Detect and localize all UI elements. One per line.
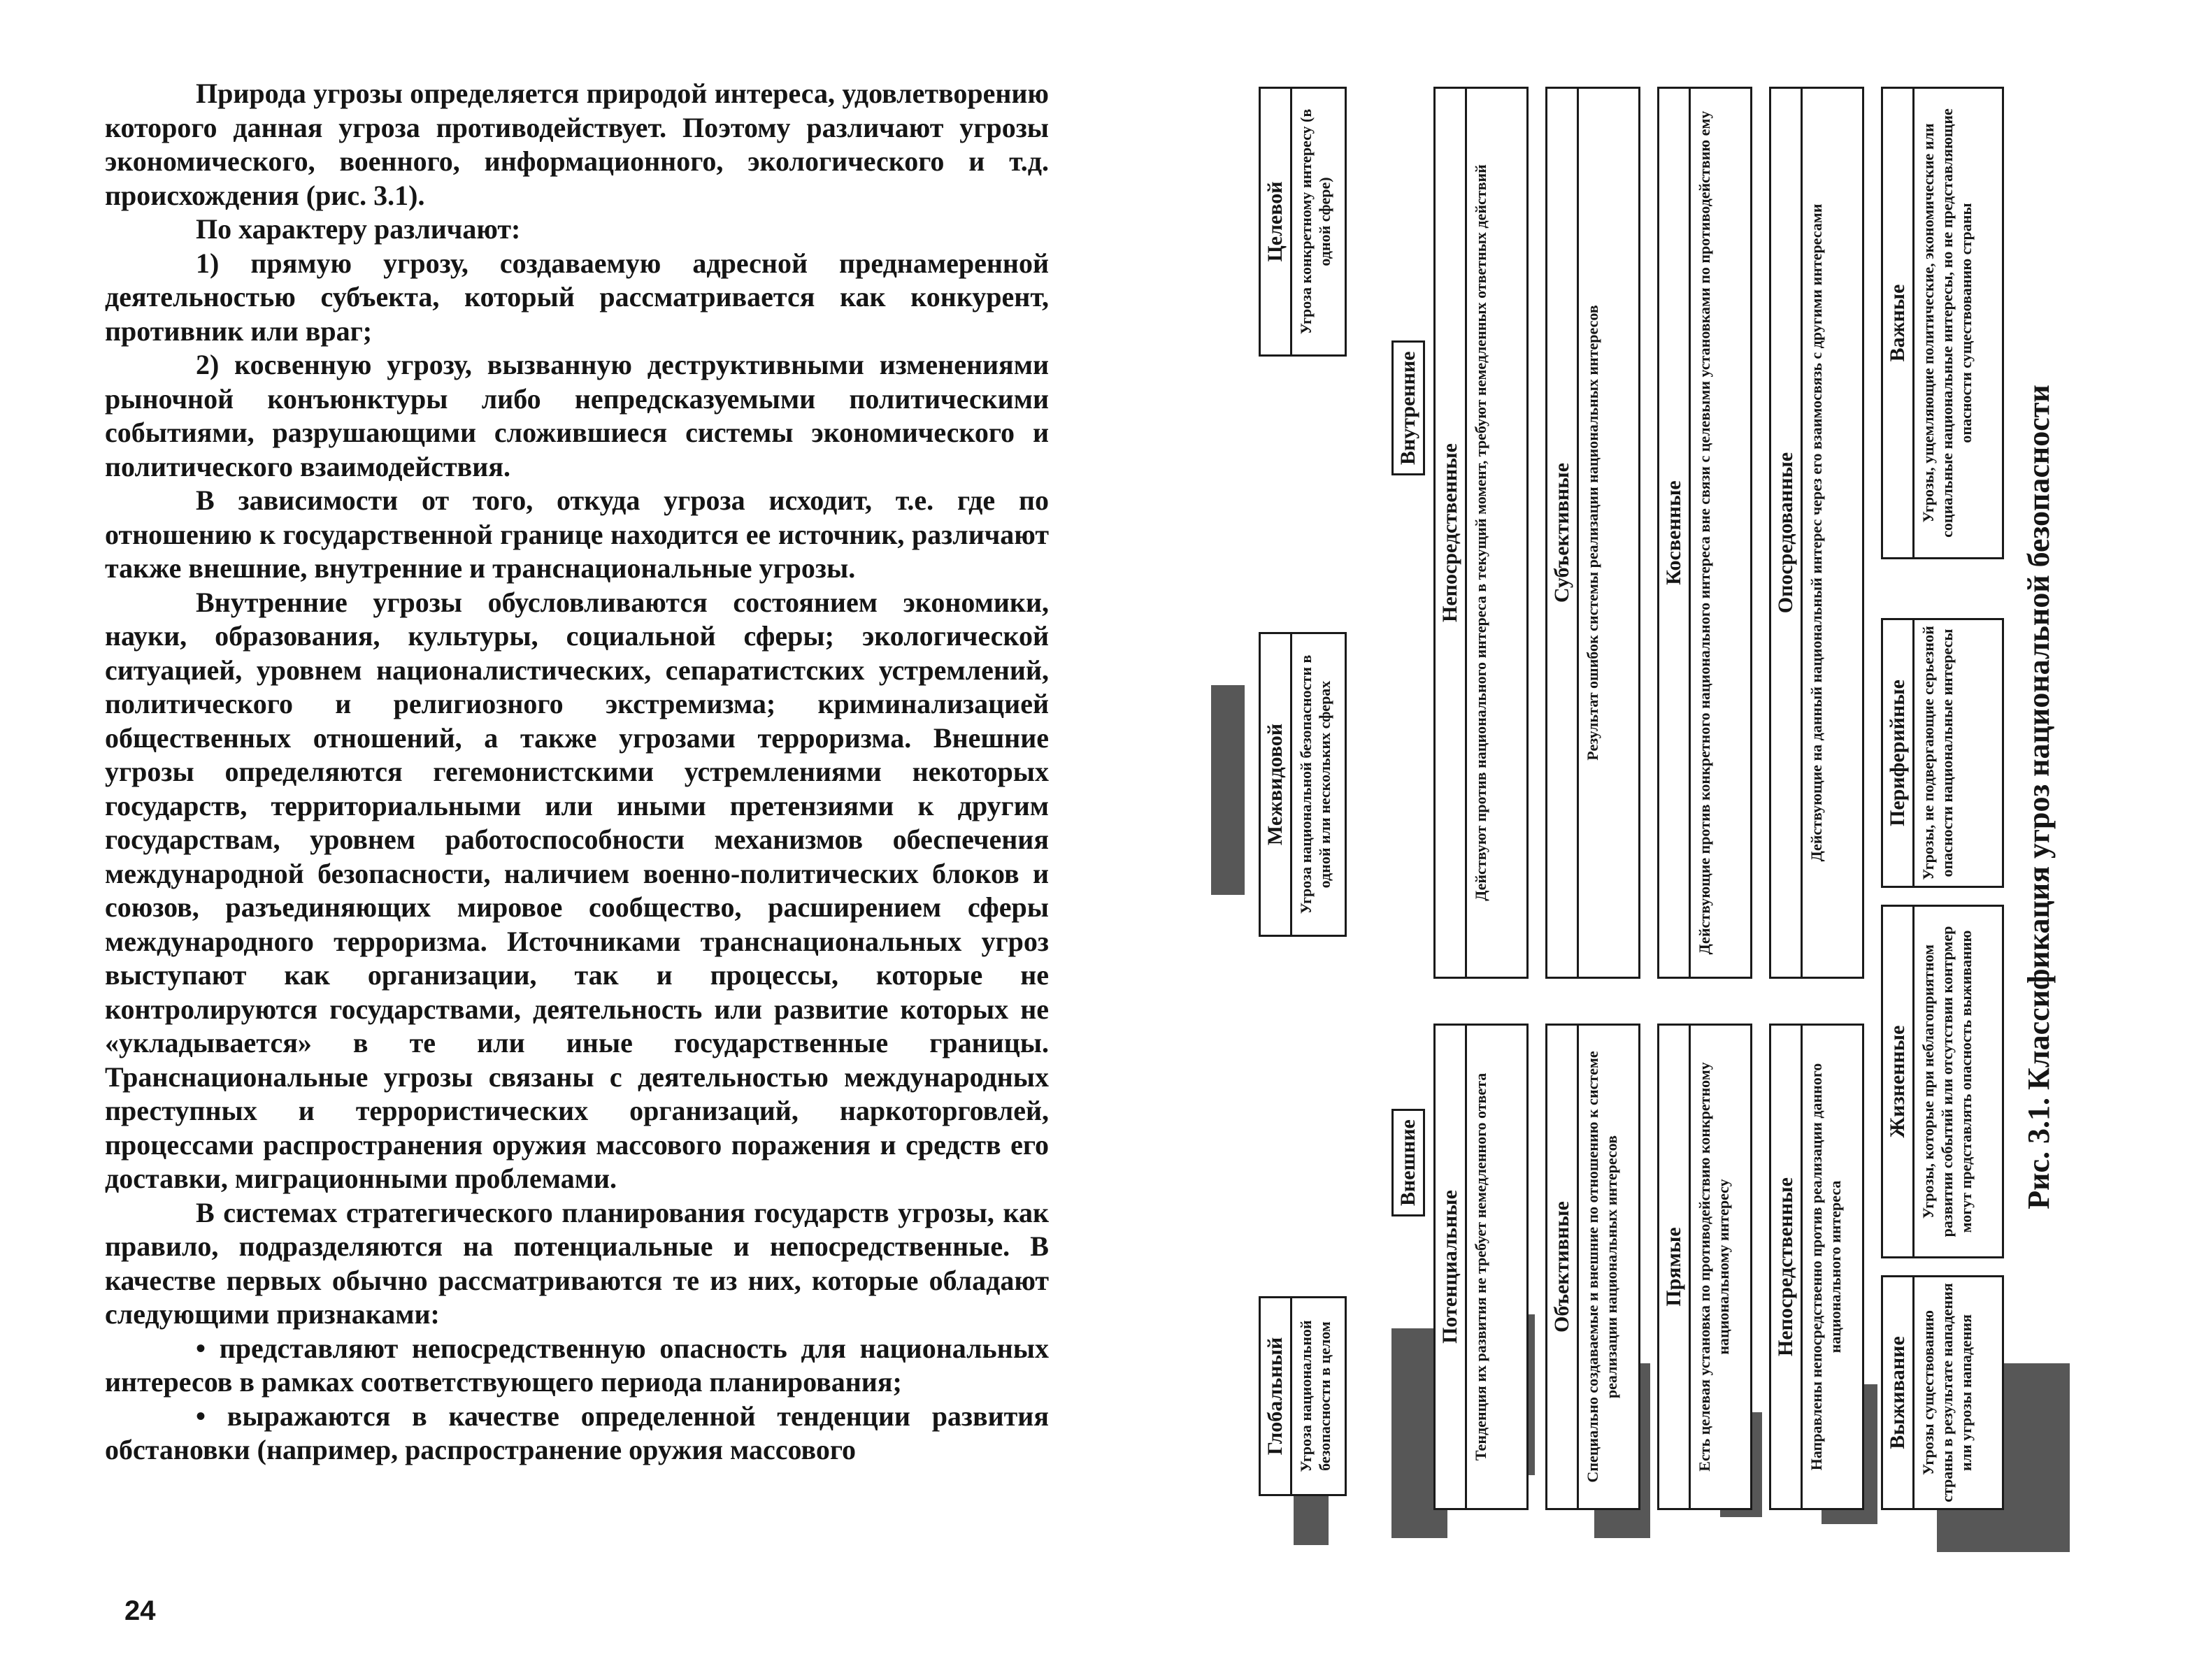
classification-figure (1231, 56, 2084, 1538)
bullet-item: • выражаются в качестве определенной тенденции развития обстановки (например, распространение оружия массового (105, 1400, 1049, 1465)
box-important: Важные Угрозы, ущемляющие политические, экономические или социальные национальные интересы, но не представляющие опасности существованию страны (1881, 87, 2004, 559)
box-subjective: Субъективные Результат ошибок системы реализации национальных интересов (1545, 87, 1640, 979)
paragraph: Природа угрозы определяется природой интереса, удовлетворению которого данная угроза противодействует. Поэтому различают угрозы экономического, военного, информационного, экологического и т.д. происхождения (рис. 3.1). (105, 78, 1049, 211)
box-direct: Прямые Есть целевая установка по противодействию конкретному национальному интересу (1657, 1024, 1752, 1510)
page-number: 24 (124, 1595, 156, 1626)
box-immediate: Непосредственные Действуют против национального интереса в текущий момент, требуют немедленных ответных действий (1433, 87, 1529, 979)
box-mediated: Опосредованные Действующие на данный национальный интерес через его взаимосвязь с другими интересами (1769, 87, 1864, 979)
paragraph: В зависимости от того, откуда угроза исходит, т.е. где по отношению к государственной границе находится ее источник, различают также внешние, внутренние и транснациональные угрозы. (105, 484, 1049, 584)
box-immediate-2: Непосредственные Направлены непосредственно против реализации данного национального интереса (1769, 1024, 1864, 1510)
figure-caption: Рис. 3.1. Классификация угроз национальной безопасности (2021, 385, 2056, 1209)
box-objective: Объективные Специально создаваемые и внешние по отношению к системе реализации национальных интересов (1545, 1024, 1640, 1510)
paragraph: Внутренние угрозы обусловливаются состоянием экономики, науки, образования, культуры, социальной сферы; экологической ситуацией, уровнем националистических, сепаратистских устремлений, политического и религиозного экстремизма; криминализацией общественных отношений, а также угрозами терроризма. Внешние угрозы определяются гегемонистскими устремлениями некоторых государств, территориальными или иными претензиями к другим государствам, уровнем работоспособности механизмов обеспечения международной безопасности, наличием военно-политических блоков и союзов, разъединяющих мировое сообщество, расширением сферы международного терроризма. Источниками транснациональных угроз выступают как организации, так и процессы, которые не контролируются государствами, деятельность или развитие которых не «укладывается» в те или иные государственные границы. Транснациональные угрозы связаны с деятельностью международных преступных и террористических организаций, наркоторговлей, процессами распространения оружия массового поражения и средств его доставки, миграционными проблемами. (105, 586, 1049, 1194)
box-target: Целевой Угроза конкретному интересу (в одной сфере) (1259, 87, 1347, 357)
box-survival: Выживание Угрозы существованию страны в результате нападения или угрозы нападения (1881, 1275, 2004, 1510)
box-indirect: Косвенные Действующие против конкретного национального интереса вне связи с целевыми установками по противодействию ему (1657, 87, 1752, 979)
box-peripheral: Периферийные Угрозы, не подвергающие серьезной опасности национальные интересы (1881, 618, 2004, 888)
box-vital: Жизненные Угрозы, которые при неблагоприятном развитии событий или отсутствии контрмер могут представлять опасность выживанию (1881, 905, 2004, 1258)
left-page-text (105, 77, 1049, 1467)
box-global: Глобальный Угроза национальной безопасности в целом (1259, 1296, 1347, 1496)
box-potential: Потенциальные Тенденция их развития не требует немедленного ответа (1433, 1024, 1529, 1510)
paragraph: По характеру различают: (196, 213, 521, 245)
paragraph: 2) косвенную угрозу, вызванную деструктивными изменениями рыночной конъюнктуры либо непредсказуемыми политическими событиями, разрушающими сложившиеся системы экономического и политического взаимодействия. (105, 349, 1049, 482)
paragraph: 1) прямую угрозу, создаваемую адресной преднамеренной деятельностью субъекта, который рассматривается как конкурент, противник или враг; (105, 247, 1049, 347)
bullet-item: • представляют непосредственную опасность для национальных интересов в рамках соответствующего периода планирования; (105, 1332, 1049, 1398)
label-internal: Внутренние (1391, 340, 1425, 475)
label-external: Внешние (1391, 1109, 1425, 1216)
box-intertype: Межвидовой Угроза национальной безопасности в одной или нескольких сферах (1259, 632, 1347, 937)
paragraph: В системах стратегического планирования государств угрозы, как правило, подразделяются на потенциальные и непосредственные. В качестве первых обычно рассматриваются те из них, которые обладают следующими признаками: (105, 1196, 1049, 1330)
